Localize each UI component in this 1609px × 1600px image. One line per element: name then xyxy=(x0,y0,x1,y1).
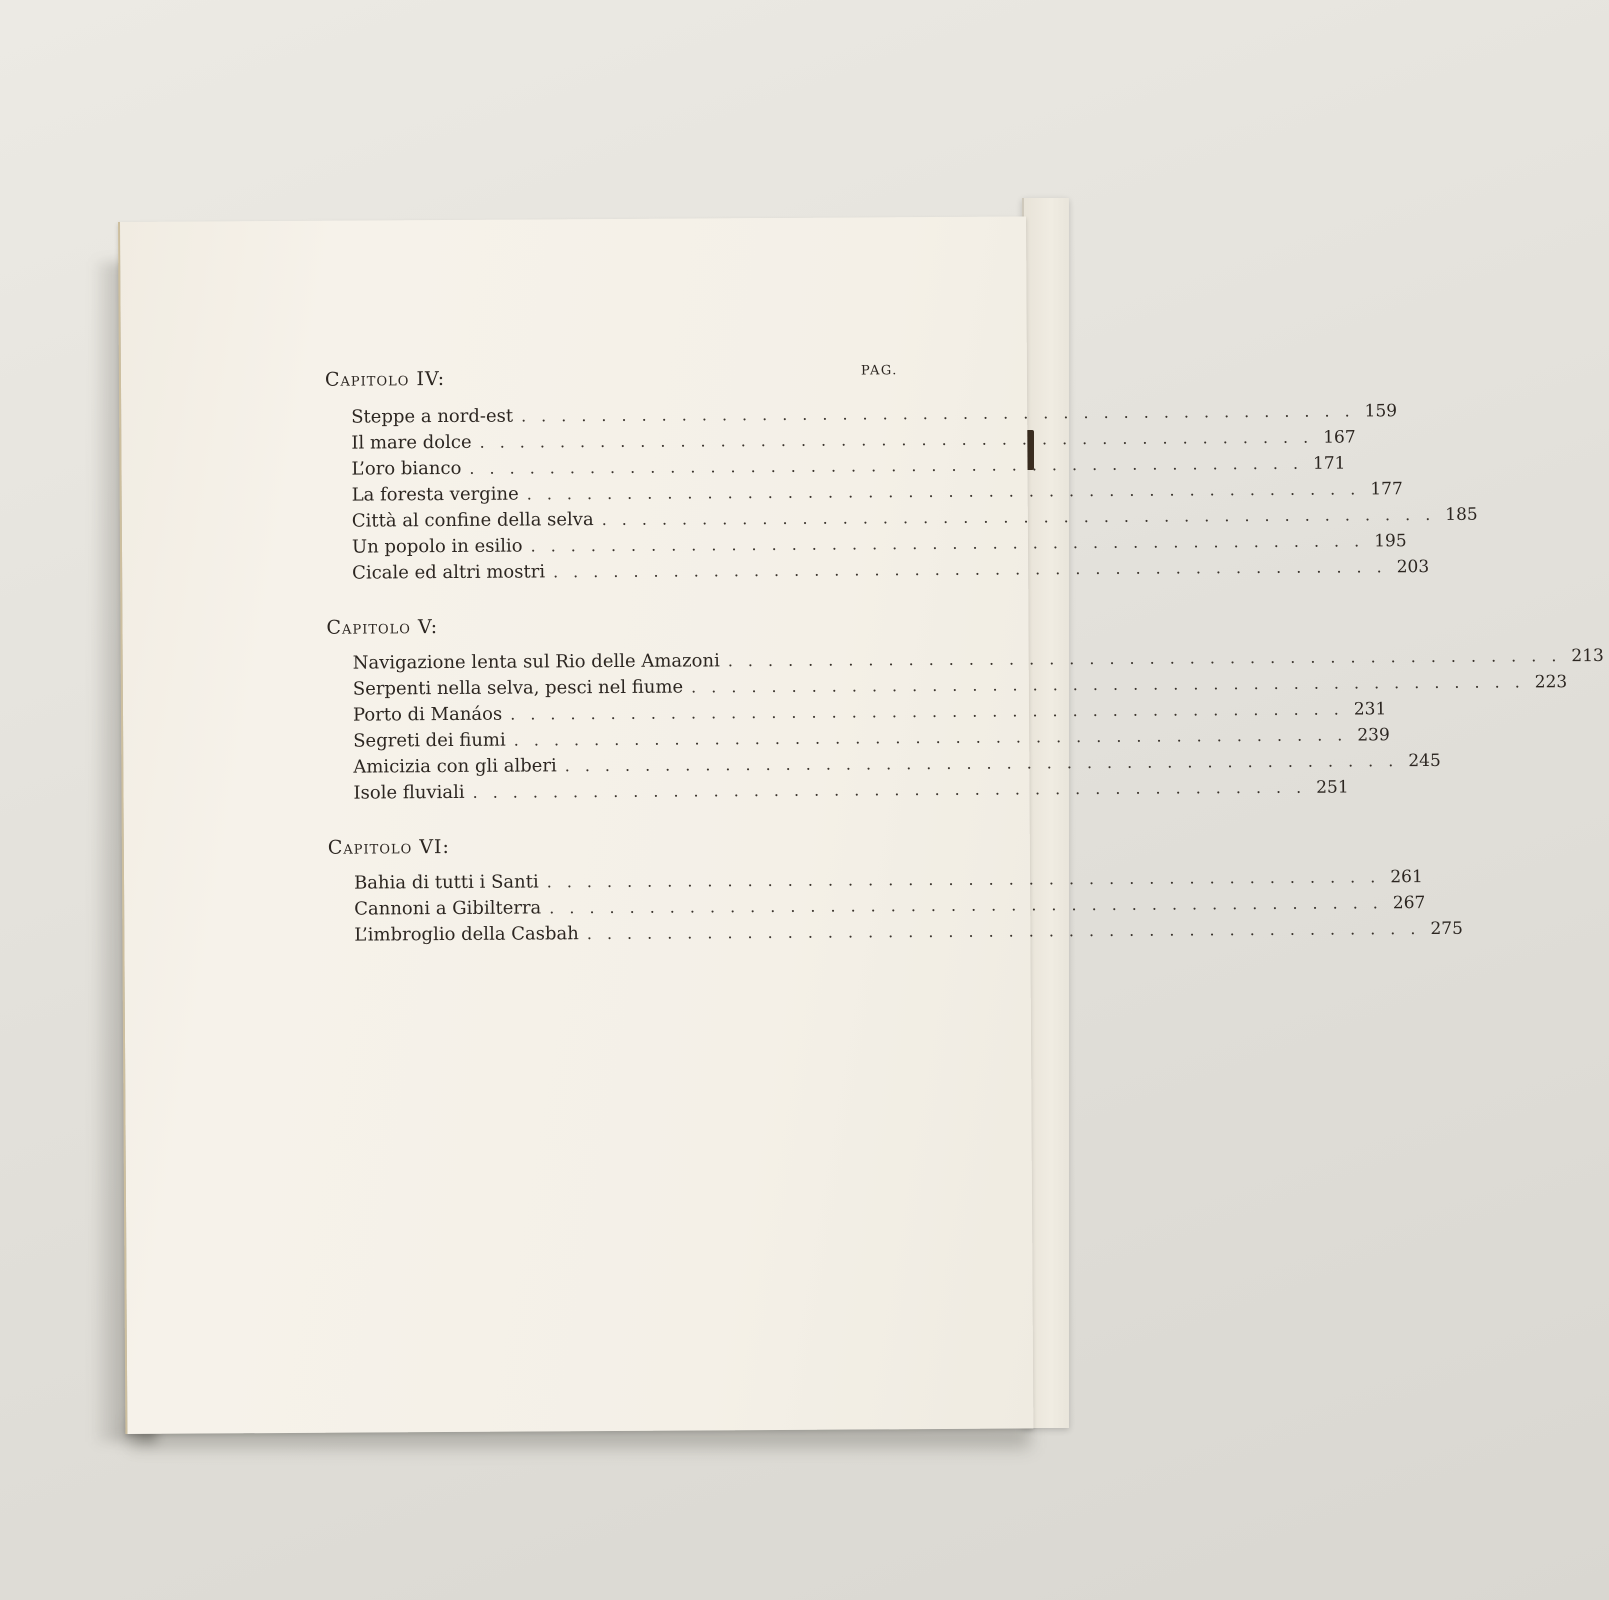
dot-leader: .......................................... xyxy=(549,893,1393,918)
entry-title: La foresta vergine xyxy=(351,483,519,506)
toc-entry xyxy=(353,725,1390,754)
entry-page-number: 213 xyxy=(1571,645,1604,667)
dot-leader: .......................................... xyxy=(564,751,1409,776)
toc-entry xyxy=(353,777,1349,806)
chapter-iv-entries xyxy=(351,401,1478,586)
toc-entry xyxy=(353,867,1423,896)
entry-title: Città al confine della selva xyxy=(351,509,594,532)
entry-page-number: 159 xyxy=(1364,401,1398,422)
toc-entry xyxy=(354,893,1426,922)
toc-entry xyxy=(351,531,1407,560)
dot-leader: .......................................... xyxy=(586,918,1431,944)
entry-page-number: 245 xyxy=(1408,750,1441,772)
chapter-heading-v: Capitolo V: xyxy=(326,616,439,639)
book-page xyxy=(118,216,1604,1434)
entry-title: Steppe a nord-est xyxy=(351,405,514,428)
dot-leader: .......................................... xyxy=(553,557,1397,582)
entry-title: Amicizia con gli alberi xyxy=(353,755,557,778)
entry-title: L’imbroglio della Casbah xyxy=(354,923,579,946)
entry-page-number: 251 xyxy=(1316,777,1349,798)
dot-leader: .......................................... xyxy=(510,699,1354,724)
entry-title: Cannoni a Gibilterra xyxy=(354,897,542,920)
entry-title: Porto di Manáos xyxy=(352,703,503,726)
toc-entry xyxy=(352,699,1387,728)
entry-page-number: 267 xyxy=(1392,893,1426,914)
toc-entry xyxy=(351,504,1478,534)
dot-leader: .......................................... xyxy=(479,427,1324,452)
toc-entry xyxy=(352,556,1430,586)
entry-page-number: 275 xyxy=(1430,918,1463,939)
entry-title: Navigazione lenta sul Rio delle Amazoni xyxy=(352,650,720,674)
page-column-header: PAG. xyxy=(860,363,898,379)
chapter-heading-vi: Capitolo VI: xyxy=(327,835,451,859)
entry-page-number: 231 xyxy=(1353,699,1387,720)
dot-leader: .......................................... xyxy=(727,646,1572,671)
toc-entry xyxy=(354,918,1463,948)
toc-entry xyxy=(352,645,1604,676)
dot-leader: .......................................... xyxy=(513,725,1358,750)
entry-title: Isole fluviali xyxy=(353,781,465,804)
dot-leader: .......................................... xyxy=(530,531,1375,556)
dot-leader: .......................................... xyxy=(601,504,1446,530)
entry-page-number: 223 xyxy=(1534,672,1568,693)
dot-leader: .......................................... xyxy=(546,867,1391,892)
toc-entry xyxy=(353,750,1441,780)
dot-leader: .......................................... xyxy=(526,479,1371,504)
entry-title: L’oro bianco xyxy=(351,457,462,480)
entry-title: Segreti dei fiumi xyxy=(353,729,506,752)
entry-title: Serpenti nella selva, pesci nel fiume xyxy=(352,676,684,700)
entry-title: Un popolo in esilio xyxy=(351,535,523,558)
entry-page-number: 177 xyxy=(1370,479,1403,500)
entry-page-number: 261 xyxy=(1390,867,1423,888)
dot-leader: .......................................... xyxy=(520,401,1365,426)
toc-entry xyxy=(352,672,1568,702)
dot-leader: .......................................... xyxy=(691,672,1535,697)
dot-leader: .......................................... xyxy=(469,453,1314,478)
entry-page-number: 167 xyxy=(1323,427,1356,448)
entry-title: Bahia di tutti i Santi xyxy=(353,871,539,894)
entry-page-number: 203 xyxy=(1396,556,1430,578)
entry-page-number: 239 xyxy=(1357,725,1390,746)
toc-entry xyxy=(351,427,1356,456)
chapter-vi-entries xyxy=(353,867,1463,948)
toc-entry xyxy=(351,453,1346,482)
chapter-v-entries xyxy=(352,645,1604,806)
entry-page-number: 195 xyxy=(1374,531,1407,552)
table-of-contents xyxy=(120,216,1604,1434)
entry-page-number: 185 xyxy=(1445,504,1478,525)
chapter-heading-iv: Capitolo IV: xyxy=(324,368,446,391)
toc-entry xyxy=(351,479,1403,508)
entry-page-number: 171 xyxy=(1312,453,1346,474)
toc-entry xyxy=(351,401,1398,430)
entry-title: Il mare dolce xyxy=(351,431,472,454)
entry-title: Cicale ed altri mostri xyxy=(352,561,546,584)
dot-leader: .......................................... xyxy=(472,777,1317,802)
